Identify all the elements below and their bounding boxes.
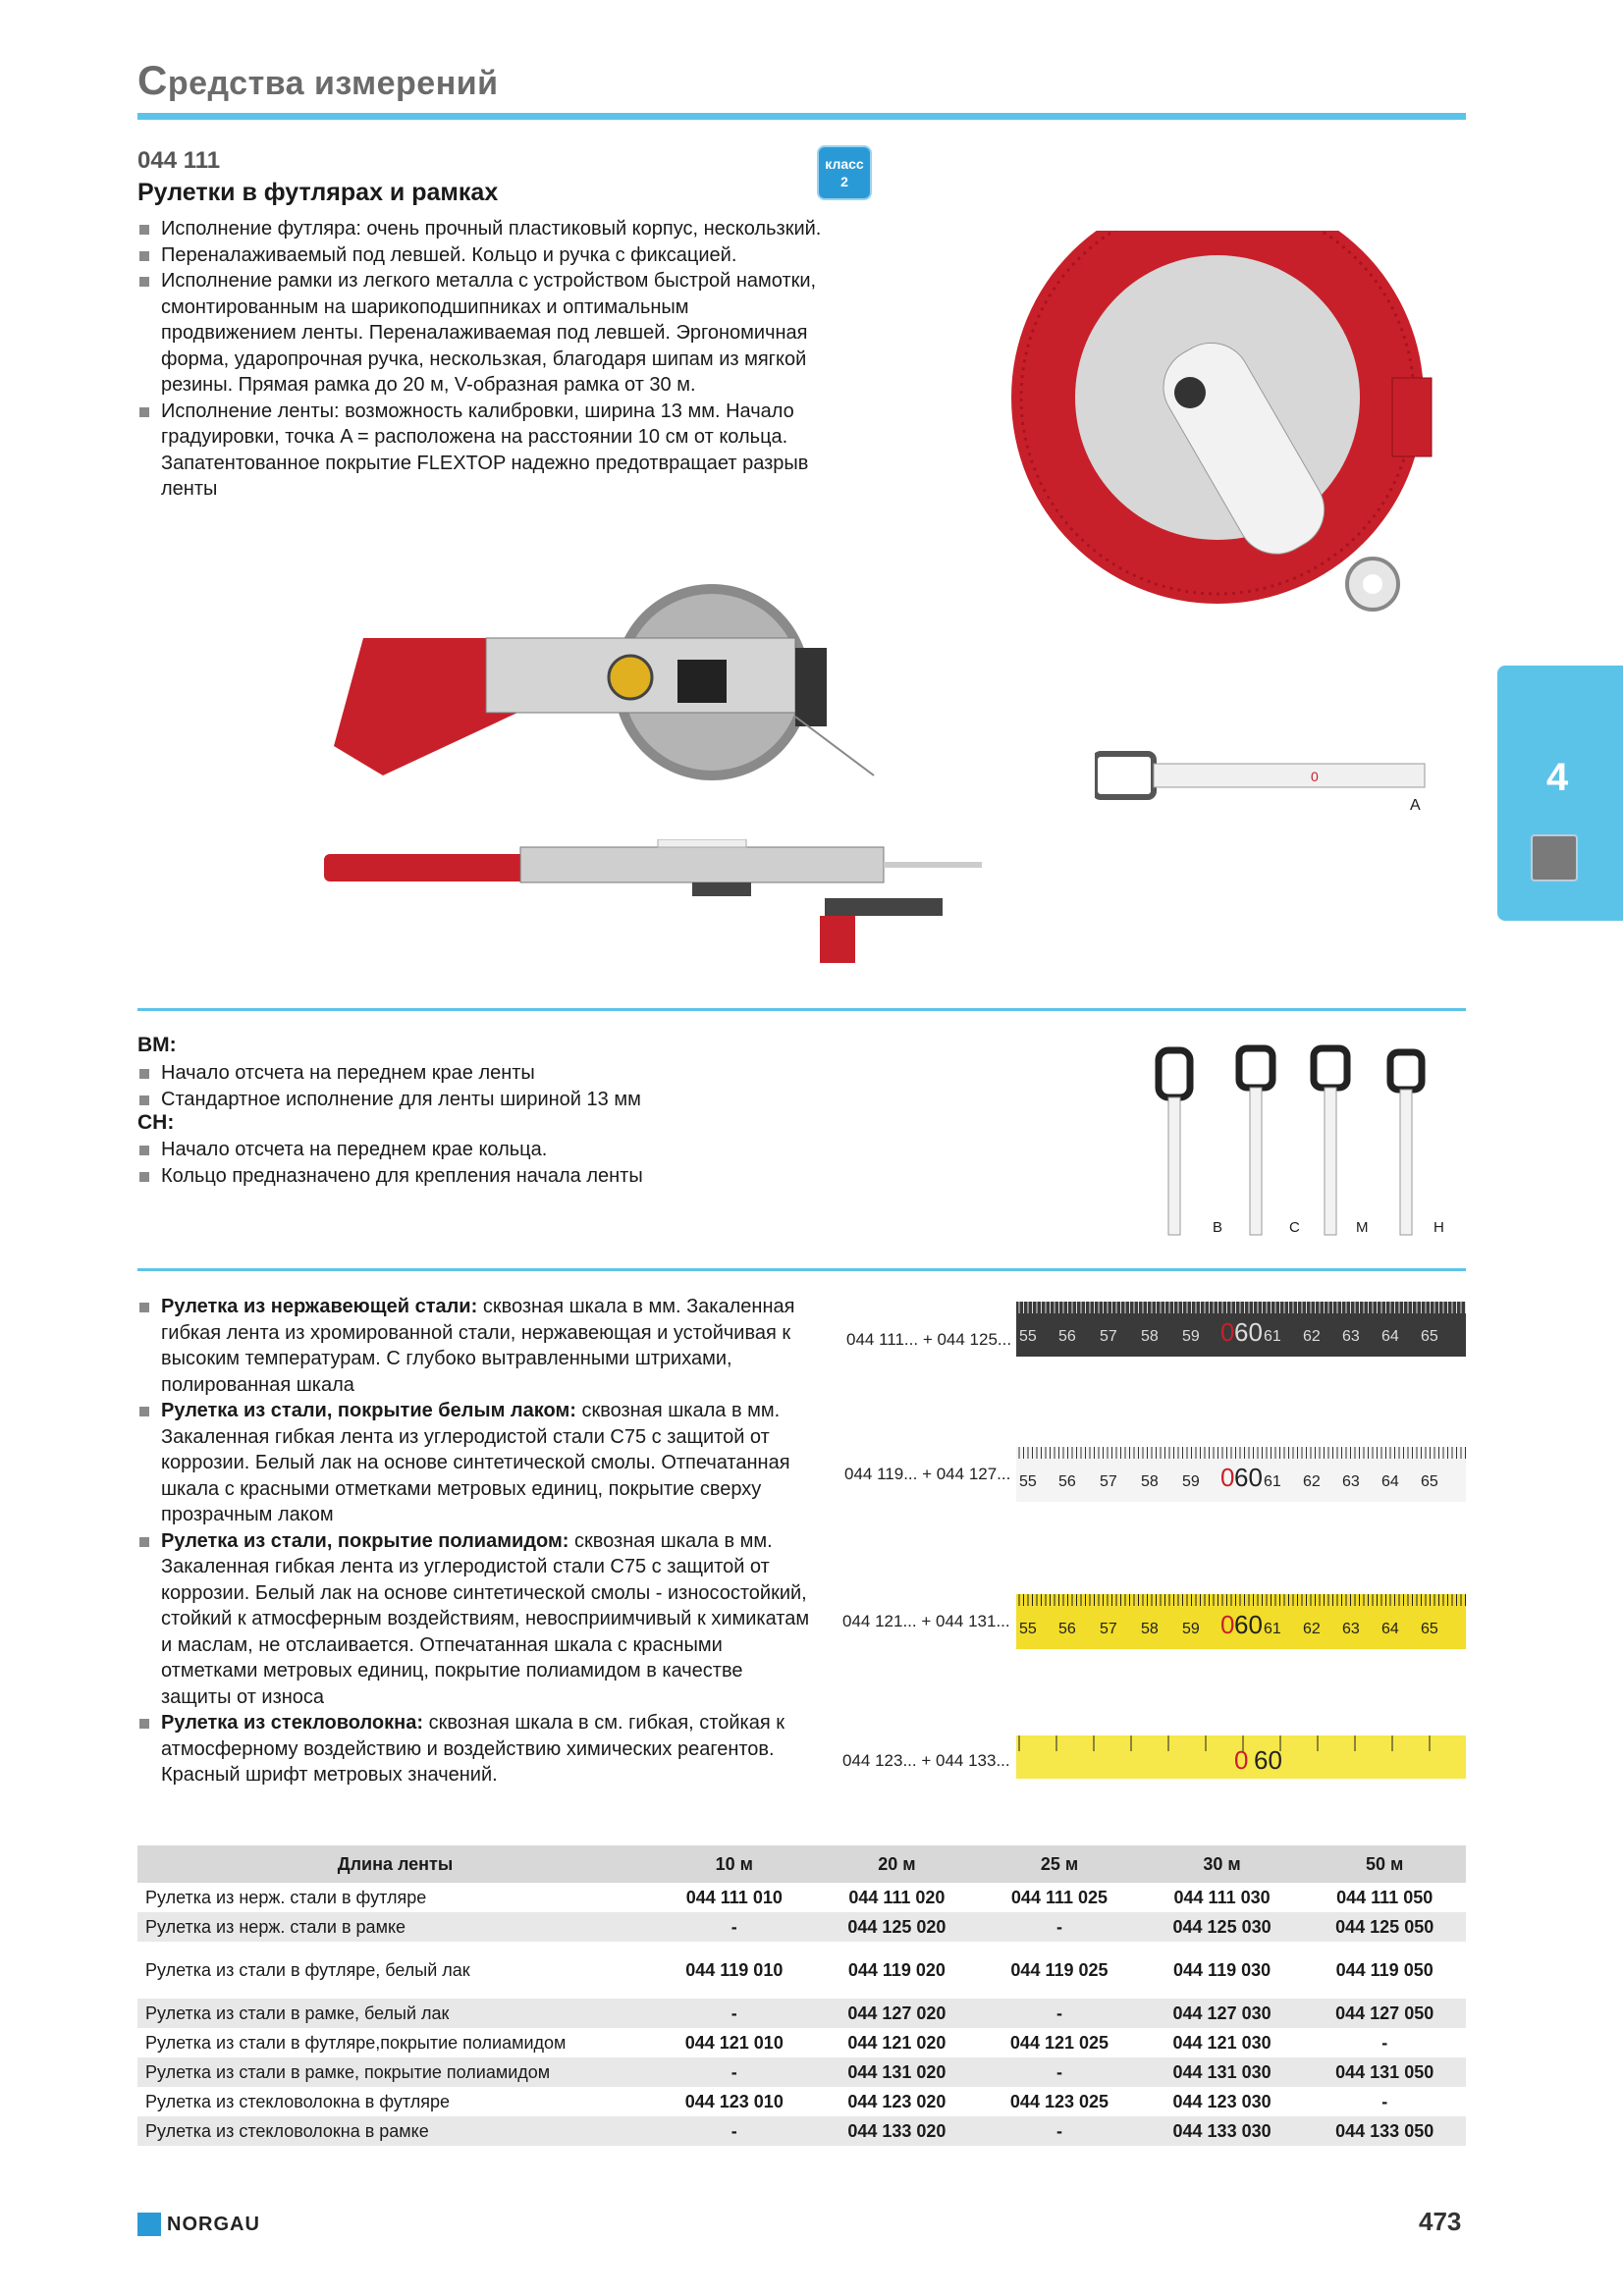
article-code: 044 133 030 (1141, 2116, 1304, 2146)
article-code: - (653, 2116, 816, 2146)
hook-label: C (1289, 1219, 1300, 1236)
hook-m (1314, 1048, 1347, 1235)
tape-scale-label: 57 (1100, 1328, 1117, 1345)
article-code: 044 125 030 (1141, 1912, 1304, 1942)
article-code: 044 119 030 (1173, 1959, 1271, 1980)
article-code: 044 119 050 (1335, 1959, 1434, 1980)
article-code: - (653, 1999, 816, 2028)
hook-label: M (1356, 1219, 1369, 1236)
article-code: 044 125 050 (1303, 1912, 1466, 1942)
tape-type-name: Рулетка из нержавеющей стали: (161, 1296, 478, 1317)
tape-scale-label: 59 (1182, 1328, 1200, 1345)
article-code: - (1381, 2032, 1388, 2053)
tape-scale-label: 59 (1182, 1621, 1200, 1637)
header-rule (137, 113, 1466, 120)
hook-label: B (1213, 1219, 1223, 1236)
tape-scale-label: 58 (1141, 1328, 1159, 1345)
tape-scale-label: 0 (1220, 1463, 1235, 1492)
bm-item: Начало отсчета на переднем крае ленты (137, 1060, 825, 1087)
tape-scale-label: 61 (1264, 1621, 1281, 1637)
article-code: 044 123 010 (684, 2091, 784, 2111)
tape-scale-label: 59 (1182, 1473, 1200, 1490)
article-code: 044 111 030 (1173, 1887, 1271, 1907)
tape-type-desc: сквозная шкала в мм. Закаленная гибкая лента из углеродистой стали C75 с защитой от коррозии. Белый лак на основе синтетической смолы - износостойкий, стойкий к атмосферным воздействиям, невосприимчивый к химикатам и маслам, не отслаивается. Отпечатанная шкала с красными отметками метровых единиц, покрытие полиамидом в качестве защиты от износа (161, 1529, 810, 1708)
article-code: 044 111 050 (1336, 1887, 1434, 1907)
article-code: - (978, 1912, 1141, 1942)
article-code: 044 123 025 (1009, 2091, 1109, 2111)
tape-scale-label: 0 (1234, 1745, 1249, 1775)
article-code: 044 121 010 (684, 2032, 784, 2053)
tape-swatch (1016, 1447, 1466, 1502)
tape-type-list (137, 1294, 815, 1789)
tape-type-desc: сквозная шкала в мм. Закаленная гибкая лента из хромированной стали, нержавеющая и устойчивая к высоким температурам. С глубоко вытравленными штрихами, полированная шкала (161, 1296, 795, 1396)
tape-scale-label: 56 (1058, 1621, 1076, 1637)
table-header: 50 м (1303, 1845, 1466, 1883)
brand-square-icon (137, 2213, 161, 2236)
tape-type-name: Рулетка из стекловолокна: (161, 1712, 424, 1734)
table-header: 10 м (653, 1845, 816, 1883)
table-row (137, 2087, 1466, 2116)
tape-end-image (1095, 746, 1429, 805)
tape-swatch (1016, 1735, 1466, 1779)
class-badge (817, 145, 872, 200)
chapter-tab (1497, 666, 1623, 921)
product-table (137, 1845, 1466, 2146)
tape-swatch (1016, 1302, 1466, 1357)
tape-scale-label: 60 (1234, 1317, 1263, 1347)
tape-scale-label: 56 (1058, 1328, 1076, 1345)
tape-scale-label: 60 (1234, 1610, 1263, 1639)
tape-code: 044 111... + 044 125... (846, 1330, 1012, 1349)
tape-type-name: Рулетка из стали, покрытие полиамидом: (161, 1529, 569, 1552)
article-code: 044 127 050 (1303, 1999, 1466, 2028)
article-code: - (978, 2057, 1141, 2087)
tape-scale-label: 0 (1220, 1317, 1235, 1347)
tape-scale-label: 64 (1381, 1621, 1399, 1637)
article-code: 044 131 050 (1303, 2057, 1466, 2087)
table-header: 30 м (1141, 1845, 1304, 1883)
table-row (137, 1942, 1466, 1999)
ch-heading: CH: (137, 1111, 175, 1134)
tape-scale-label: 55 (1019, 1473, 1037, 1490)
section-title-rest: редства измерений (167, 65, 499, 102)
caliper-icon (1531, 834, 1578, 881)
article-code: 044 131 030 (1141, 2057, 1304, 2087)
tape-type-desc: сквозная шкала в мм. Закаленная гибкая лента из углеродистой стали C75 с защитой от коррозии. Белый лак на основе синтетической смолы. Отпечатанная шкала с красными отметками метровых единиц, покрытие сверху прозрачным лаком (161, 1400, 790, 1525)
row-label: Рулетка из стали в рамке, покрытие полиамидом (137, 2057, 653, 2087)
hook-label: H (1434, 1219, 1444, 1236)
ch-item: Кольцо предназначено для крепления начала ленты (137, 1163, 825, 1190)
table-header: 25 м (978, 1845, 1141, 1883)
tape-scale-label: 60 (1234, 1463, 1263, 1492)
tape-code: 044 121... + 044 131... (842, 1612, 1010, 1630)
article-code: 044 111 025 (1010, 1887, 1109, 1907)
article-code: - (978, 1999, 1141, 2028)
ch-list (137, 1137, 825, 1189)
article-code: 044 119 025 (1010, 1959, 1109, 1980)
svg-text:0: 0 (1311, 769, 1319, 784)
tape-scale-label: 61 (1264, 1473, 1281, 1490)
tape-type-item (137, 1398, 815, 1528)
table-header: 20 м (816, 1845, 979, 1883)
table-row (137, 1883, 1466, 1912)
feature-list (137, 216, 825, 503)
row-label: Рулетка из нерж. стали в футляре (145, 1887, 427, 1907)
row-label: Рулетка из стали в футляре, белый лак (145, 1959, 470, 1980)
article-code: 044 133 020 (816, 2116, 979, 2146)
row-label: Рулетка из стекловолокна в футляре (145, 2091, 451, 2111)
tape-scale-label: 65 (1421, 1328, 1438, 1345)
article-code: 044 133 050 (1303, 2116, 1466, 2146)
tape-scale-label: 60 (1254, 1745, 1282, 1775)
article-code: - (653, 1912, 816, 1942)
bm-list (137, 1060, 825, 1112)
tape-scale-label: 57 (1100, 1621, 1117, 1637)
tape-swatch (1016, 1594, 1466, 1649)
tape-scale-label: 63 (1342, 1621, 1360, 1637)
tape-scale-label: 61 (1264, 1328, 1281, 1345)
frame-tape-side-image (295, 839, 992, 967)
row-label: Рулетка из стали в футляре,покрытие полиамидом (145, 2032, 567, 2053)
section-rule (137, 1268, 1466, 1271)
tape-scale-label: 65 (1421, 1473, 1438, 1490)
tape-scale-label: 63 (1342, 1473, 1360, 1490)
brand-name: NORGAU (167, 2213, 260, 2235)
article-code: - (978, 2116, 1141, 2146)
section-title (137, 57, 499, 104)
row-label: Рулетка из стали в рамке, белый лак (137, 1999, 653, 2028)
tape-code: 044 119... + 044 127... (844, 1465, 1011, 1483)
tape-scale-label: 56 (1058, 1473, 1076, 1490)
article-code: 044 125 020 (816, 1912, 979, 1942)
tape-scale-label: 55 (1019, 1328, 1037, 1345)
table-row (137, 2057, 1466, 2087)
class-badge-value: 2 (840, 174, 848, 189)
article-code: - (653, 2057, 816, 2087)
tape-scale-label: 62 (1303, 1473, 1321, 1490)
article-code: 044 121 025 (1009, 2032, 1109, 2053)
chapter-number: 4 (1546, 756, 1569, 799)
table-row (137, 1912, 1466, 1942)
hook-h (1390, 1052, 1422, 1235)
table-header: Длина ленты (137, 1845, 653, 1883)
bm-heading: BM: (137, 1034, 177, 1056)
hook-c (1239, 1048, 1272, 1235)
article-code: 044 123 020 (847, 2091, 947, 2111)
tape-scale-label: 58 (1141, 1621, 1159, 1637)
case-tape-measure-image (982, 231, 1463, 623)
tape-scale-label: 62 (1303, 1328, 1321, 1345)
feature-item: Исполнение ленты: возможность калибровки, ширина 13 мм. Начало градуировки, точка A = расположена на расстоянии 10 см от кольца. Запатентованное покрытие FLEXTOP надежно предотвращает разрыв ленты (137, 399, 825, 503)
tape-scale-label: 64 (1381, 1328, 1399, 1345)
tape-scale-label: 57 (1100, 1473, 1117, 1490)
table-row (137, 2116, 1466, 2146)
tape-scale-label: 65 (1421, 1621, 1438, 1637)
page-number: 473 (1419, 2207, 1462, 2236)
tape-type-name: Рулетка из стали, покрытие белым лаком: (161, 1400, 576, 1421)
feature-item: Исполнение рамки из легкого металла с устройством быстрой намотки, смонтированным на шарикоподшипниках и оптимальным продвижением ленты. Переналаживаемая под левшей. Эргономичная форма, ударопрочная ручка, нескользкая, благодаря шипам из мягкой резины. Прямая рамка до 20 м, V-образная рамка от 30 м. (137, 268, 825, 399)
brand-logo (137, 2213, 260, 2236)
table-header-row (137, 1845, 1466, 1883)
article-code: 044 127 020 (816, 1999, 979, 2028)
article-code: 044 131 020 (816, 2057, 979, 2087)
tape-type-item (137, 1710, 815, 1789)
tape-scale-label: 62 (1303, 1621, 1321, 1637)
article-code: - (1381, 2091, 1388, 2111)
tape-scale-label: 64 (1381, 1473, 1399, 1490)
tape-scale-label: 58 (1141, 1473, 1159, 1490)
row-label: Рулетка из нерж. стали в рамке (137, 1912, 653, 1942)
tape-type-item (137, 1528, 815, 1711)
tape-scale-label: 55 (1019, 1621, 1037, 1637)
article-code: 044 121 030 (1172, 2032, 1271, 2053)
bm-item: Стандартное исполнение для ленты шириной 13 мм (137, 1087, 825, 1113)
article-code: 044 123 030 (1172, 2091, 1271, 2111)
article-code: 044 111 010 (685, 1887, 783, 1907)
table-row (137, 1999, 1466, 2028)
section-rule (137, 1008, 1466, 1011)
feature-item: Переналаживаемый под левшей. Кольцо и ручка с фиксацией. (137, 242, 825, 269)
tape-type-desc: сквозная шкала в см. гибкая, стойкая к атмосферному воздействию и воздействию химических реагентов. Красный шрифт метровых значений. (161, 1712, 784, 1786)
article-code: 044 127 030 (1141, 1999, 1304, 2028)
tape-scale-label: 63 (1342, 1328, 1360, 1345)
tape-scale-label: 0 (1220, 1610, 1235, 1639)
section-title-cap: С (137, 57, 168, 103)
article-title: Рулетки в футлярах и рамках (137, 179, 499, 206)
tape-type-item (137, 1294, 815, 1398)
tape-hooks-image (1149, 1041, 1463, 1242)
article-code: 044 121 020 (847, 2032, 947, 2053)
table-row (137, 2028, 1466, 2057)
article-code: 044 111 020 (848, 1887, 946, 1907)
article-code: 044 119 020 (847, 1959, 946, 1980)
hook-b (1159, 1050, 1190, 1235)
frame-tape-measure-image (324, 579, 933, 825)
article-number: 044 111 (137, 147, 221, 174)
article-code: 044 119 010 (685, 1959, 784, 1980)
row-label: Рулетка из стекловолокна в рамке (137, 2116, 653, 2146)
tape-code: 044 123... + 044 133... (842, 1751, 1010, 1770)
feature-item: Исполнение футляра: очень прочный пластиковый корпус, нескользкий. (137, 216, 825, 242)
class-badge-label: класс (825, 156, 864, 172)
ch-item: Начало отсчета на переднем крае кольца. (137, 1137, 825, 1163)
tape-point-label: A (1410, 797, 1421, 814)
